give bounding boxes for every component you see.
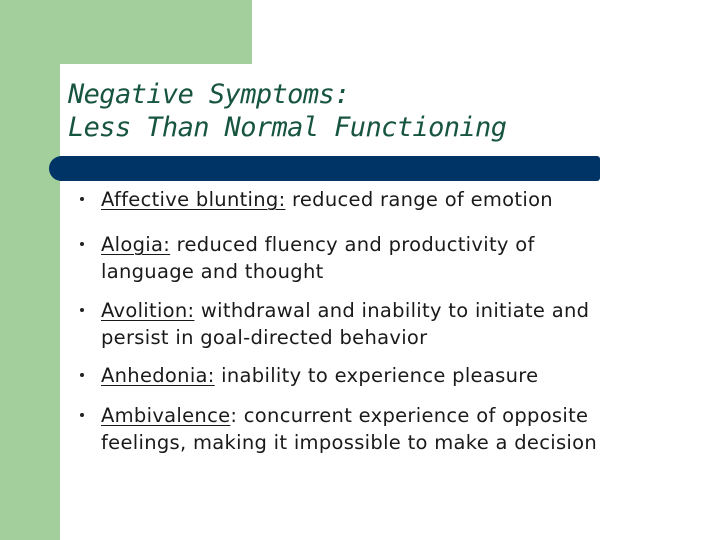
bullet-dot bbox=[80, 197, 84, 201]
bullet-definition: withdrawal and inability to initiate and persist in goal-directed behavior bbox=[101, 299, 590, 349]
bullet-term: Ambivalence bbox=[101, 404, 231, 427]
slide-title-line-1: Negative Symptoms: bbox=[68, 79, 350, 110]
bullet-definition: reduced fluency and productivity of language and thought bbox=[101, 233, 535, 283]
bullet-definition: reduced range of emotion bbox=[285, 188, 553, 211]
bullet-text bbox=[101, 402, 661, 456]
title-rule-bar bbox=[60, 156, 600, 181]
bullet-text bbox=[101, 362, 661, 389]
bullet-dot bbox=[80, 242, 84, 246]
bullet-definition: : concurrent experience of opposite feelings, making it impossible to make a decision bbox=[101, 404, 598, 454]
bullet-dot bbox=[80, 413, 84, 417]
bullet-text bbox=[101, 186, 661, 213]
bullet-dot bbox=[80, 373, 84, 377]
bullet-term: Anhedonia: bbox=[101, 364, 215, 387]
bullet-term: Affective blunting: bbox=[101, 188, 286, 211]
bullet-term: Avolition: bbox=[101, 299, 195, 322]
slide-title-line-2: Less Than Normal Functioning bbox=[68, 112, 507, 143]
left-accent-strip bbox=[0, 0, 60, 540]
bullet-definition: inability to experience pleasure bbox=[214, 364, 539, 387]
title-area bbox=[60, 64, 720, 156]
bullet-text bbox=[101, 297, 661, 351]
top-accent-block bbox=[0, 0, 252, 64]
bullet-text bbox=[101, 231, 661, 285]
bullet-term: Alogia: bbox=[101, 233, 171, 256]
bullet-dot bbox=[80, 308, 84, 312]
